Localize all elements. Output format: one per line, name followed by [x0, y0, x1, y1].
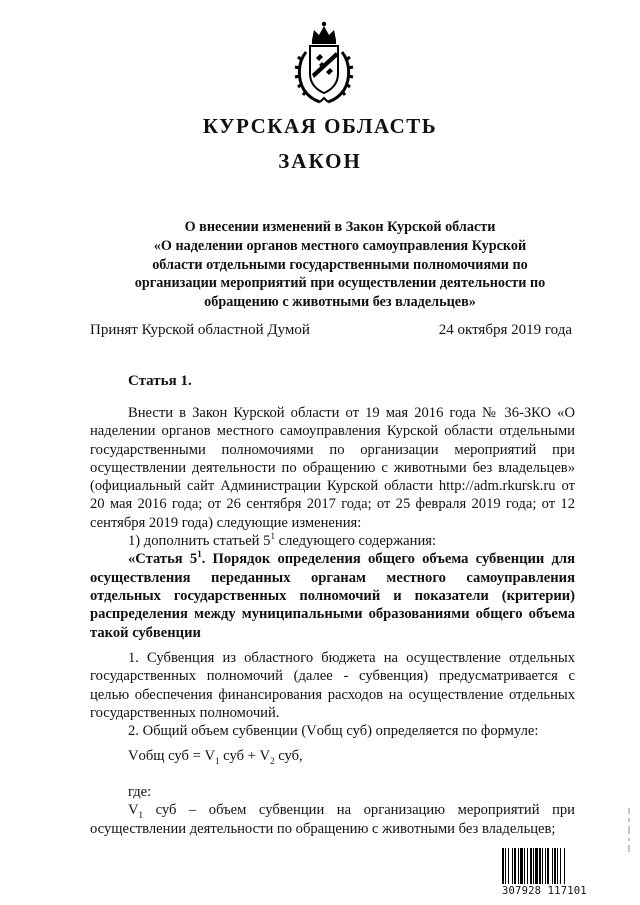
formula-part: суб + V	[219, 748, 271, 764]
formula-part: суб,	[274, 748, 303, 764]
subject-line: О внесении изменений в Закон Курской области	[184, 219, 496, 235]
formula-subscript: 1	[215, 755, 220, 766]
where-label: где:	[128, 784, 152, 800]
clause-1: 1. Субвенция из областного бюджета на осуществление отдельных государственных полномочий (далее - субвенция) предусматривается с целью обеспечения финансирования расходов на осуществление отдельных государственных полномочий.	[90, 650, 575, 721]
subject-line: «О наделении органов местного самоуправления Курской	[153, 237, 527, 254]
variable: V	[128, 802, 139, 819]
formula	[90, 747, 575, 765]
article-heading: Статья 1.	[128, 373, 192, 389]
adoption-date: 24 октября 2019 года	[438, 322, 572, 338]
clause-2: 2. Общий объем субвенции (Vобщ суб) определяется по формуле:	[128, 723, 539, 740]
barcode-bars	[502, 848, 618, 884]
barcode-number: 307928 117101	[502, 885, 587, 897]
item-text-end: следующего содержания:	[274, 533, 437, 550]
formula-part: Vобщ суб = V	[128, 748, 216, 764]
subject-line: организации мероприятий при осуществлении деятельности по	[134, 275, 546, 292]
law-subject	[105, 218, 575, 312]
new-article-name: . Порядок определения общего объема субвенции для осуществления переданных органам местного самоуправления отдельных государственных полномочий и показатели (критерии) распределения между муниципальными образованиями общего объема такой субвенции	[90, 551, 575, 641]
formula-line	[90, 747, 575, 765]
barcode	[502, 848, 618, 898]
new-article-superscript: 1	[197, 549, 202, 560]
article-intro: Внести в Закон Курской области от 19 мая 2016 года № 36-ЗКО «О наделении органов местного самоуправления Курской области отдельными государственными полномочиями по организации мероприятий при осуществлении деятельности по обращению с животными без владельцев» (официальный сайт Администрации Курской области http://adm.rkursk.ru от 20 мая 2016 года; от 26 сентября 2017 года; от 25 февраля 2019 года; от 12 сентября 2019 года) следующие изменения:	[90, 405, 575, 531]
adopted-by: Принят Курской областной Думой	[90, 322, 310, 338]
amendment-item-1	[90, 532, 575, 550]
new-article-title	[90, 550, 575, 641]
article-body-top	[90, 404, 575, 642]
variable-subscript: 1	[138, 810, 144, 821]
item-text: 1) дополнить статьей 5	[128, 533, 271, 550]
subject-line: обращению с животными без владельцев»	[204, 294, 476, 311]
margin-scan-mark	[628, 808, 632, 854]
subject-line: области отдельными государственными полномочиями по	[152, 256, 528, 273]
v1-definition	[90, 801, 575, 838]
item-superscript: 1	[270, 531, 275, 542]
document-type-title: ЗАКОН	[278, 149, 362, 173]
region-title: КУРСКАЯ ОБЛАСТЬ	[202, 114, 438, 138]
article-body-clauses	[90, 649, 575, 740]
barcode-bar	[565, 848, 566, 884]
coat-of-arms-emblem	[292, 18, 356, 106]
new-article-prefix: «Статья 5	[128, 551, 198, 568]
formula-definitions	[90, 783, 575, 838]
variable-description: суб – объем субвенции на организацию мероприятий при осуществлении деятельности по обращению с животными без владельцев;	[90, 802, 575, 837]
formula-subscript: 2	[270, 755, 275, 766]
